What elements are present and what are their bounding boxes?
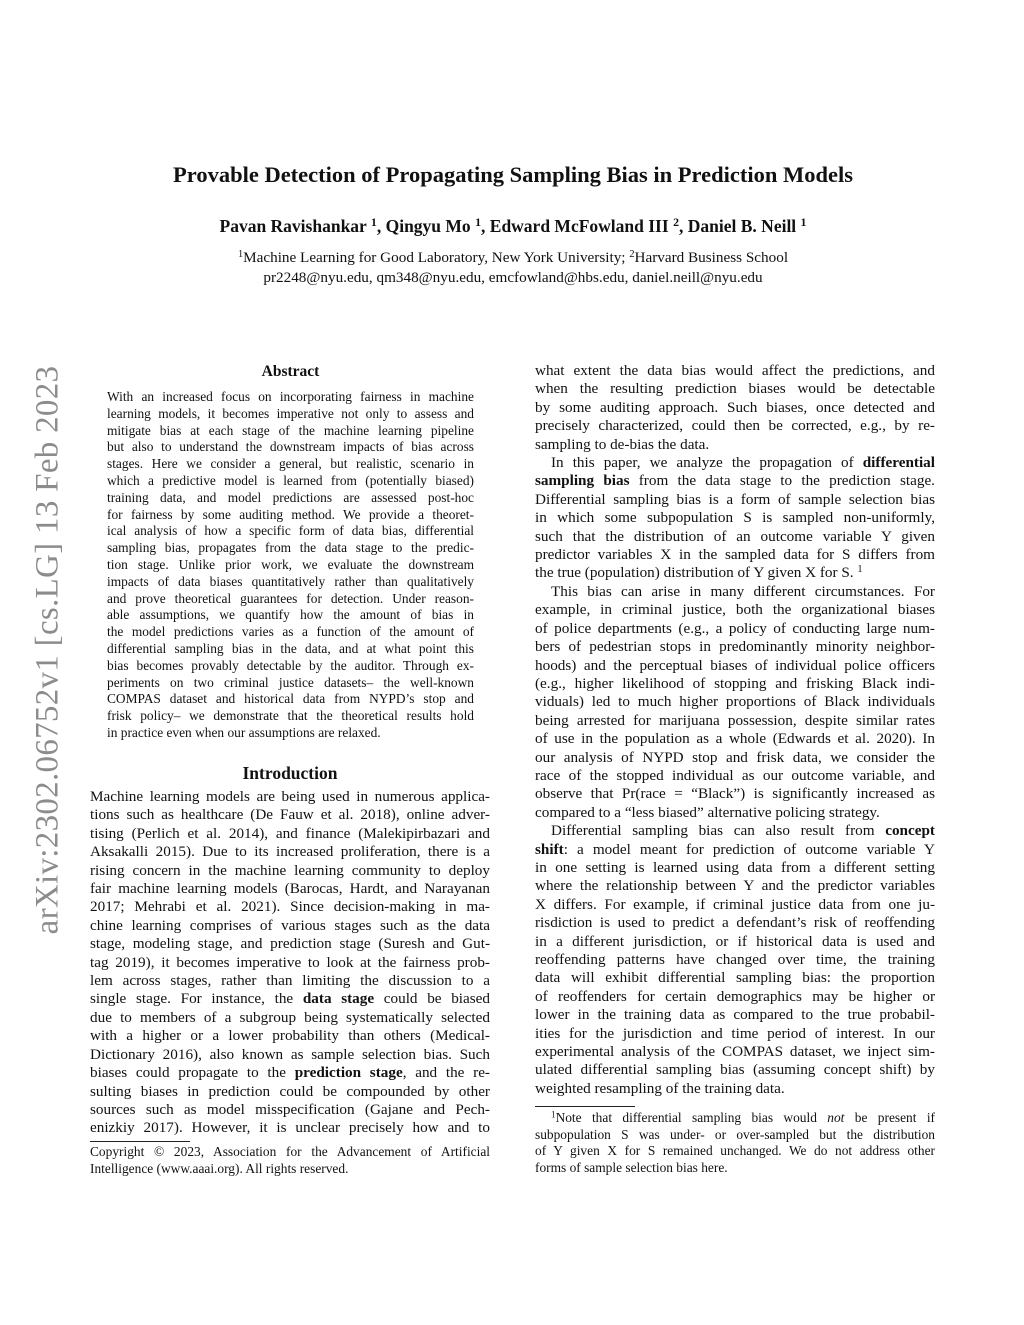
author-emails: pr2248@nyu.edu, qm348@nyu.edu, emcfowland@hbs.edu, daniel.neill@nyu.edu xyxy=(263,269,763,286)
footnote xyxy=(535,1110,935,1176)
abstract-line: periments on two criminal justice datasets– the well-known xyxy=(107,674,474,690)
body-line: hoods) and the perceptual biases of individual police officers xyxy=(535,656,935,674)
body-line: Differential sampling bias can also result from concept xyxy=(551,822,935,840)
body-line: predictor variables X in the sampled data for S differs from xyxy=(535,546,935,564)
footnote-line: forms of sample selection bias here. xyxy=(535,1159,728,1175)
intro-line: rising concern in the machine learning community to deploy xyxy=(90,861,490,879)
footnote-line: $^1$Note that differential sampling bias would not be present if xyxy=(551,1109,936,1125)
intro-line: single stage. For instance, the data stage could be biased xyxy=(90,990,490,1008)
author: Qingyu Mo $^1$, xyxy=(385,215,490,236)
copyright-notice xyxy=(90,1144,490,1177)
body-line: bers of pedestrian stops in predominantly minority neighbor- xyxy=(535,638,935,656)
abstract-heading: Abstract xyxy=(261,363,320,380)
intro-line: tag 2019), it becomes imperative to look at the fairness prob- xyxy=(90,953,490,971)
intro-line: chine learning comprises of various stages such as the data xyxy=(90,916,490,934)
author: Pavan Ravishankar $^1$, xyxy=(219,215,386,236)
abstract-line: for fairness by some auditing method. We provide a theoret- xyxy=(107,506,474,522)
body-line: such that the distribution of an outcome variable Y given xyxy=(535,527,935,545)
intro-line: Machine learning models are being used in numerous applica- xyxy=(90,788,490,805)
abstract-line: bias becomes provably detectable by the auditor. Through ex- xyxy=(107,657,474,673)
footnote-divider xyxy=(535,1106,635,1107)
body-line: race of the stopped individual as our outcome variable, and xyxy=(535,766,935,784)
intro-line: fair machine learning models (Barocas, Hardt, and Narayanan xyxy=(90,880,490,898)
institutions: $^1$Machine Learning for Good Laboratory, New York University; $^2$Harvard Business School xyxy=(237,248,789,266)
emphasis: not xyxy=(827,1110,845,1125)
body-line: data will exhibit differential sampling bias: the proportion xyxy=(535,969,935,987)
footnote-marker: 1 xyxy=(857,564,863,576)
bold-term: sampling bias xyxy=(535,472,630,490)
intro-line: sulting biases in prediction could be compounded by other xyxy=(90,1082,490,1100)
body-line: In this paper, we analyze the propagation of differential xyxy=(551,454,935,472)
body-line: what extent the data bias would affect the predictions, and xyxy=(535,362,935,379)
body-line: sampling to de-bias the data. xyxy=(535,435,710,453)
arxiv-identifier: arXiv:2302.06752v1 [cs.LG] 13 Feb 2023 xyxy=(29,365,66,935)
body-line: our analysis of NYPD stop and frisk data, we consider the xyxy=(535,748,935,766)
intro-line: biases could propagate to the prediction stage, and the re- xyxy=(90,1064,490,1082)
intro-line: with a higher or a lower probability than others (Medical- xyxy=(90,1027,490,1045)
body-line: where the relationship between Y and the predictor variables xyxy=(535,877,935,895)
abstract-line: mitigate bias at each stage of the machine learning pipeline xyxy=(107,422,474,438)
intro-line: enizkiy 2017). However, it is unclear precisely how and to xyxy=(90,1119,490,1137)
abstract-line: learning models, it becomes imperative not only to assess and xyxy=(107,405,474,421)
abstract-line: differential sampling bias in the data, and at what point this xyxy=(107,640,474,656)
abstract-line: frisk policy– we demonstrate that the theoretical results hold xyxy=(107,708,474,724)
bold-term: prediction stage xyxy=(294,1064,403,1082)
intro-line: Aksakalli 2015). Due to its increased proliferation, there is a xyxy=(90,843,490,861)
footnote-number: 1 xyxy=(551,1109,556,1120)
abstract-line: training data, and model predictions are assessed post-hoc xyxy=(107,489,474,505)
abstract-line: in practice even when our assumptions are relaxed. xyxy=(107,724,381,740)
copyright-divider xyxy=(90,1141,190,1142)
body-line: being arrested for marijuana possession, despite similar rates xyxy=(535,711,935,729)
intro-line: lem across stages, rather than limiting the discussion to a xyxy=(90,972,490,990)
abstract-line: COMPAS dataset and historical data from NYPD’s stop and xyxy=(107,691,474,707)
body-line: in one setting is learned using data from a different setting xyxy=(535,858,935,876)
body-line: shift: a model meant for prediction of outcome variable Y xyxy=(535,840,935,858)
footnote-line: subpopulation S was under- or over-sampled but the distribution xyxy=(535,1126,935,1142)
body-line: Differential sampling bias is a form of sample selection bias xyxy=(535,490,935,508)
abstract-line: the model predictions varies as a function of the amount of xyxy=(107,624,474,640)
abstract-line: which a predictive model is learned from (potentially biased) xyxy=(107,472,474,488)
body-line: lower in the training data as compared to the true probabil- xyxy=(535,1006,935,1024)
abstract-line: able assumptions, we quantify how the amount of bias in xyxy=(107,607,474,623)
body-line: of use in the population as a whole (Edwards et al. 2020). In xyxy=(535,730,935,748)
bold-term: shift xyxy=(535,840,564,858)
body-line: experimental analysis of the COMPAS dataset, we inject sim- xyxy=(535,1043,935,1061)
body-line: the true (population) distribution of Y given X for S. $^1$ xyxy=(535,564,863,582)
introduction-body xyxy=(90,788,490,1138)
intro-line: due to members of a subgroup being systematically selected xyxy=(90,1008,490,1026)
intro-line: tions such as healthcare (De Fauw et al. 2018), online adver- xyxy=(90,806,490,824)
right-column-body xyxy=(535,362,935,1098)
introduction-section xyxy=(90,762,490,1138)
body-line: ities for the jurisdiction and time period of interest. In our xyxy=(535,1024,935,1042)
bold-term: differential xyxy=(862,454,935,472)
author: Edward McFowland III $^2$, xyxy=(489,215,688,236)
body-line: ulated differential sampling bias (assuming concept shift) by xyxy=(535,1061,935,1079)
body-line: reoffending patterns have changed over time, the training xyxy=(535,951,935,968)
body-line: viduals) led to much higher proportions of Black individuals xyxy=(535,693,935,711)
body-line: weighted resampling of the training data. xyxy=(535,1079,785,1097)
abstract-line: impacts of data biases quantitatively rather than qualitatively xyxy=(107,573,474,589)
body-line: precisely characterized, could then be corrected, e.g., by re- xyxy=(535,417,935,435)
copyright-line: Intelligence (www.aaai.org). All rights reserved. xyxy=(90,1160,349,1176)
introduction-heading: Introduction xyxy=(242,763,338,783)
affiliations xyxy=(90,248,936,288)
author-list xyxy=(90,214,936,238)
abstract-line: but also to understand the downstream impacts of bias across xyxy=(107,439,474,455)
body-line: compared to a “less biased” alternative policing strategy. xyxy=(535,803,880,821)
abstract-line: ical analysis of how a specific form of data bias, differential xyxy=(107,523,474,539)
body-line: by some auditing approach. Such biases, once detected and xyxy=(535,398,935,416)
abstract-line: stages. Here we consider a general, but realistic, scenario in xyxy=(107,456,474,472)
intro-line: stage, modeling stage, and prediction stage (Suresh and Gut- xyxy=(90,935,490,953)
body-line: risdiction is used to predict a defendant’s risk of reoffending xyxy=(535,914,935,932)
body-line: observe that Pr(race = “Black”) is significantly increased as xyxy=(535,785,935,803)
author: Daniel B. Neill $^1$ xyxy=(687,215,807,236)
body-line: in a different jurisdiction, or if historical data is used and xyxy=(535,932,935,950)
intro-line: 2017; Mehrabi et al. 2021). Since decision-making in ma- xyxy=(90,898,490,916)
abstract-line: and prove theoretical guarantees for detection. Under reason- xyxy=(107,590,474,606)
body-line: X differs. For example, if criminal justice data from one ju- xyxy=(535,895,935,913)
body-line: (e.g., higher likelihood of stopping and frisking Black indi- xyxy=(535,674,935,692)
intro-line: sources such as model misspecification (Gajane and Pech- xyxy=(90,1100,490,1118)
footnote-line: of Y given X for S remained unchanged. We do not address other xyxy=(535,1143,935,1158)
intro-line: tising (Perlich et al. 2014), and finance (Malekipirbazari and xyxy=(90,824,490,842)
body-line: This bias can arise in many different circumstances. For xyxy=(551,582,935,600)
copyright-line: Copyright © 2023, Association for the Advancement of Artificial xyxy=(90,1144,490,1159)
body-line: example, in criminal justice, both the organizational biases xyxy=(535,601,935,619)
bold-term: concept xyxy=(885,822,935,840)
bold-term: data stage xyxy=(302,990,375,1008)
abstract-line: sampling bias, propagates from the data stage to the predic- xyxy=(107,540,474,556)
body-line: of police departments (e.g., a policy of conducting large num- xyxy=(535,619,935,637)
abstract-line: tion stage. Unlike prior work, we evaluate the downstream xyxy=(107,556,474,572)
paper-title: Provable Detection of Propagating Sampling Bias in Prediction Models xyxy=(173,162,853,187)
body-line: sampling bias from the data stage to the prediction stage. xyxy=(535,472,935,490)
abstract-line: With an increased focus on incorporating fairness in machine xyxy=(107,389,474,404)
abstract-body xyxy=(107,389,474,742)
body-line: of reoffenders for certain demographics may be higher or xyxy=(535,987,935,1005)
body-line: in which some subpopulation S is sampled non-uniformly, xyxy=(535,509,935,527)
intro-line: Dictionary 2016), also known as sample selection bias. Such xyxy=(90,1045,490,1063)
body-line: when the resulting prediction biases would be detectable xyxy=(535,380,935,398)
abstract-section xyxy=(107,362,474,742)
